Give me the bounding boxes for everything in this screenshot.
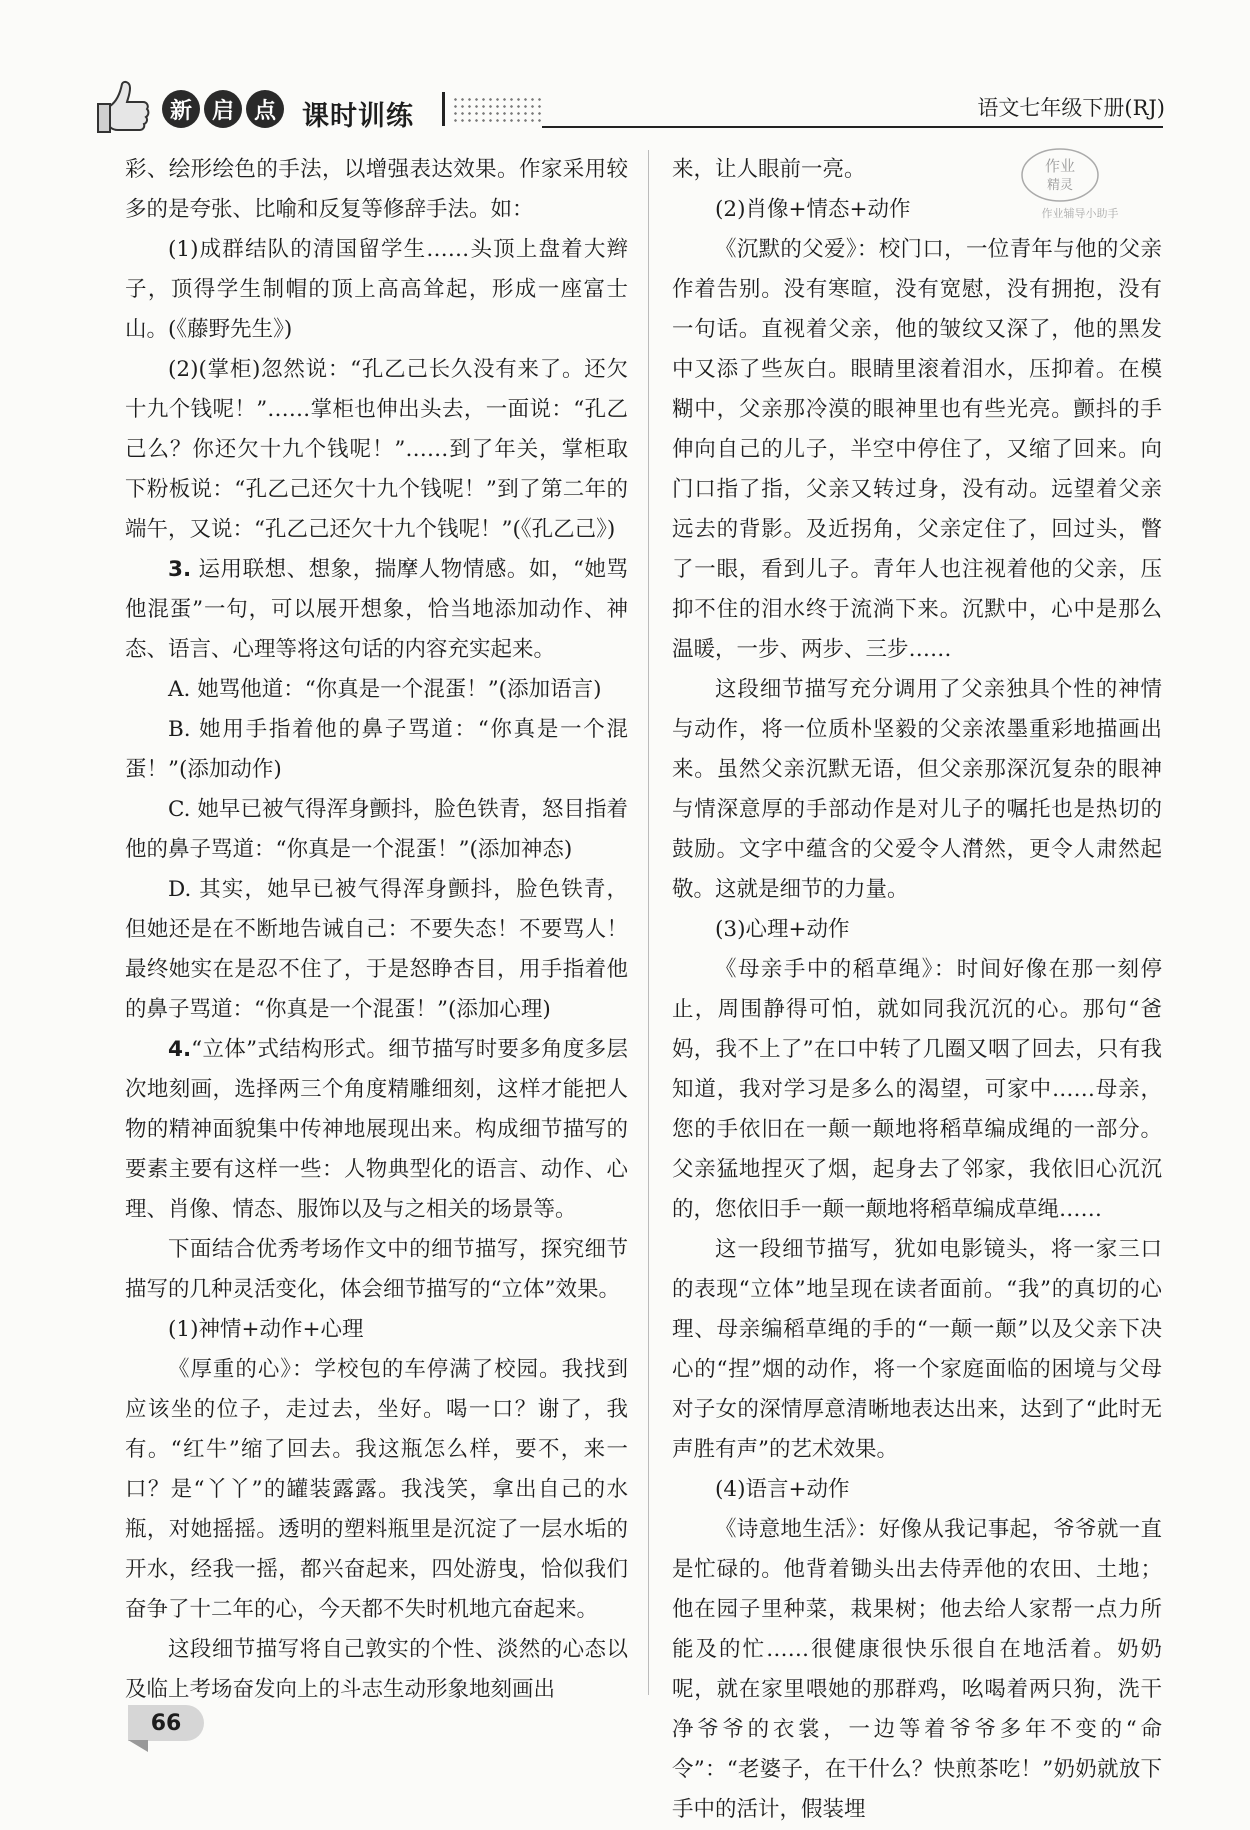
option-c: C. 她早已被气得浑身颤抖，脸色铁青，怒目指着他的鼻子骂道：“你真是一个混蛋！”(添加神态) [125,797,628,862]
option-a: A. 她骂他道：“你真是一个混蛋！”(添加语言) [168,677,602,702]
paragraph: 下面结合优秀考场作文中的细节描写，探究细节描写的几种灵活变化，体会细节描写的“立体”效果。 [125,1237,628,1302]
page-number-tab [128,1740,148,1752]
right-column [672,150,1162,1830]
column-divider [648,150,649,1695]
brand-char: 启 [204,90,242,128]
brand-logo [162,90,284,128]
header-divider [442,92,445,126]
brand-char: 新 [162,90,200,128]
paragraph-text: “立体”式结构形式。细节描写时要多角度多层次地刻画，选择两三个角度精雕细刻，这样才能把人物的精神面貌集中传神地展现出来。构成细节描写的要素主要有这样一些：人物典型化的语言、动作、心理、肖像、情态、服饰以及与之相关的场景等。 [125,1037,628,1222]
option-d: D. 其实，她早已被气得浑身颤抖，脸色铁青，但她还是在不断地告诫自己：不要失态！不要骂人！最终她实在是忍不住了，于是怒睁杏目，用手指着他的鼻子骂道：“你真是一个混蛋！”(添加心理) [125,877,628,1022]
paragraph: (2)(掌柜)忽然说：“孔乙己长久没有来了。还欠十九个钱呢！”……掌柜也伸出头去，一面说：“孔乙己么？你还欠十九个钱呢！”……到了年关，掌柜取下粉板说：“孔乙己还欠十九个钱呢！”到了第二年的端午，又说：“孔乙己还欠十九个钱呢！”(《孔乙己》) [125,357,628,542]
subheading: (2)肖像+情态+动作 [715,197,911,222]
stamp-caption: 作业辅导小助手 [1041,207,1119,220]
numbered-paragraph [125,550,628,670]
excerpt: 《母亲手中的稻草绳》：时间好像在那一刻停止，周围静得可怕，就如同我沉沉的心。那句“爸妈，我不上了”在口中转了几圈又咽了回去，只有我知道，我对学习是多么的渴望，可家中……母亲，您的手依旧在一颠一颠地将稻草编成绳的一部分。父亲猛地捏灭了烟，起身去了邻家，我依旧心沉沉的，您依旧手一颠一颠地将稻草编成草绳…… [672,957,1162,1222]
brand-char: 点 [246,90,284,128]
paragraph: 这段细节描写将自己敦实的个性、淡然的心态以及临上考场奋发向上的斗志生动形象地刻画出 [125,1637,628,1702]
header-rule [542,126,1163,128]
excerpt: 《沉默的父爱》：校门口，一位青年与他的父亲作着告别。没有寒暄，没有宽慰，没有拥抱，没有一句话。直视着父亲，他的皱纹又深了，他的黑发中又添了些灰白。眼睛里滚着泪水，压抑着。在模糊中，父亲那冷漠的眼神里也有些光亮。颤抖的手伸向自己的儿子，半空中停住了，又缩了回来。向门口指了指，父亲又转过身，没有动。远望着父亲远去的背影。及近拐角，父亲定住了，回过头，瞥了一眼，看到儿子。青年人也注视着他的父亲，压抑不住的泪水终于流淌下来。沉默中，心中是那么温暖，一步、两步、三步…… [672,237,1162,662]
paragraph: 彩、绘形绘色的手法，以增强表达效果。作家采用较多的是夸张、比喻和反复等修辞手法。如： [125,157,628,222]
header-dots [452,96,542,124]
paragraph: 这一段细节描写，犹如电影镜头，将一家三口的表现“立体”地呈现在读者面前。“我”的真切的心理、母亲编稻草绳的手的“一颠一颠”以及父亲下决心的“捏”烟的动作，将一个家庭面临的困境与父母对子女的深情厚意清晰地表达出来，达到了“此时无声胜有声”的艺术效果。 [672,1237,1162,1462]
paragraph: 来，让人眼前一亮。 [672,157,866,182]
option-b: B. 她用手指着他的鼻子骂道：“你真是一个混蛋！”(添加动作) [125,717,628,782]
item-number: 3. [168,557,192,582]
subheading: (3)心理+动作 [715,917,850,942]
subheading: (4)语言+动作 [715,1477,850,1502]
subheading: (1)神情+动作+心理 [168,1317,364,1342]
course-title: 课时训练 [302,101,414,132]
paragraph-text: 运用联想、想象，揣摩人物情感。如，“她骂他混蛋”一句，可以展开想象，恰当地添加动作、神态、语言、心理等将这句话的内容充实起来。 [125,557,628,662]
stamp-line1: 作业 [1044,157,1076,175]
book-title: 语文七年级下册(RJ) [977,96,1165,120]
paragraph: 这段细节描写充分调用了父亲独具个性的神情与动作，将一位质朴坚毅的父亲浓墨重彩地描画出来。虽然父亲沉默无语，但父亲那深沉复杂的眼神与情深意厚的手部动作是对儿子的嘱托也是热切的鼓励。文字中蕴含的父爱令人潸然，更令人肃然起敬。这就是细节的力量。 [672,677,1162,902]
thumbs-up-icon [90,78,152,138]
paragraph: (1)成群结队的清国留学生……头顶上盘着大辫子，顶得学生制帽的顶上高高耸起，形成一座富士山。(《藤野先生》) [125,237,628,342]
stamp-line2: 精灵 [1046,178,1074,193]
left-column [125,150,628,1710]
item-number: 4. [168,1037,192,1062]
page-number: 66 [128,1705,204,1741]
excerpt: 《诗意地生活》：好像从我记事起，爷爷就一直是忙碌的。他背着锄头出去侍弄他的农田、土地；他在园子里种菜，栽果树；他去给人家帮一点力所能及的忙……很健康很快乐很自在地活着。奶奶呢，就在家里喂她的那群鸡，吆喝着两只狗，洗干净爷爷的衣裳，一边等着爷爷多年不变的“命令”：“老婆子，在干什么？快煎茶吃！”奶奶就放下手中的活计，假装埋 [672,1517,1162,1822]
page-header [90,78,1165,138]
excerpt: 《厚重的心》：学校包的车停满了校园。我找到应该坐的位子，走过去，坐好。喝一口？谢了，我有。“红牛”缩了回去。我这瓶怎么样，要不，来一口？是“丫丫”的罐装露露。我浅笑，拿出自己的水瓶，对她摇摇。透明的塑料瓶里是沉淀了一层水垢的开水，经我一摇，都兴奋起来，四处游曳，恰似我们奋争了十二年的心，今天都不失时机地亢奋起来。 [125,1357,628,1622]
numbered-paragraph [125,1030,628,1230]
